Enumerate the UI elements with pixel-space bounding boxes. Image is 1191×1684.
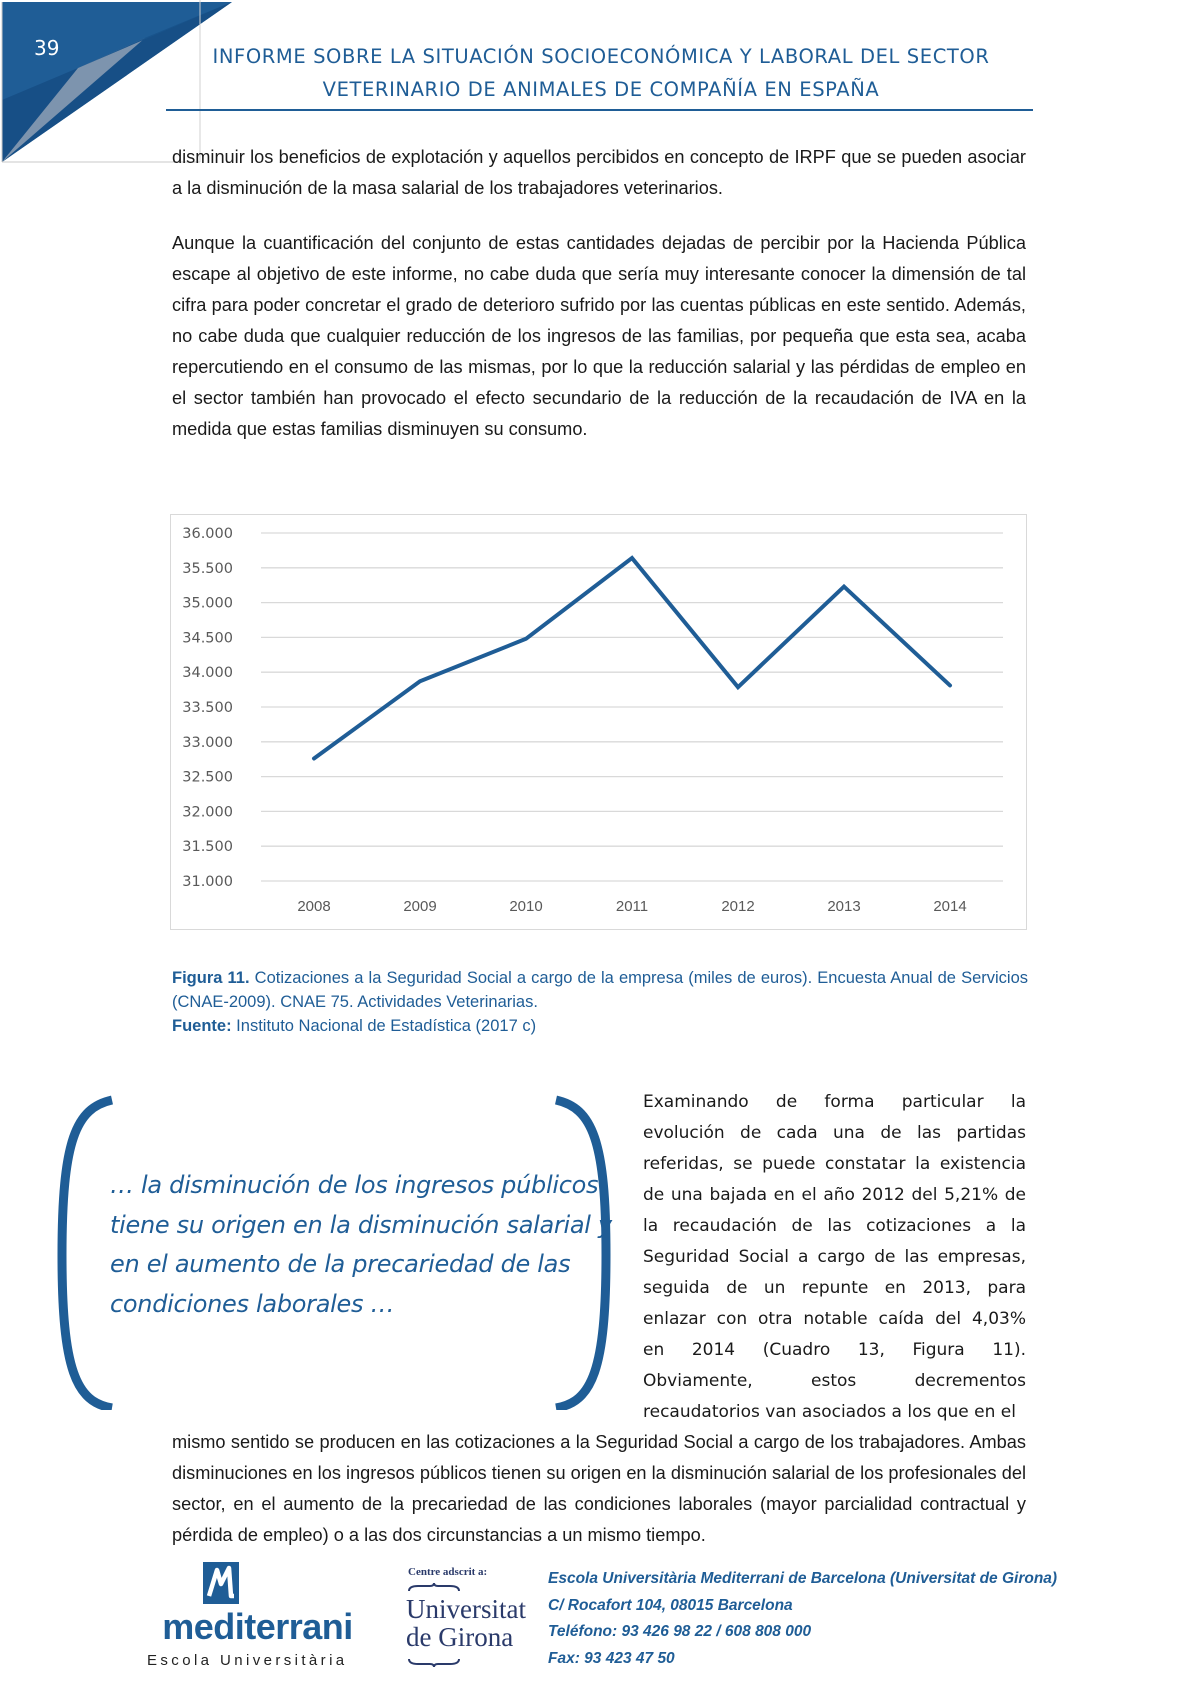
- pull-quote: [54, 1090, 634, 1410]
- x-tick-label: 2013: [827, 898, 861, 915]
- y-tick-label: 34.500: [182, 630, 233, 647]
- side-line: Examinando de forma particular la: [643, 1092, 1026, 1112]
- udg-line1: Universitat: [406, 1594, 526, 1624]
- top-brace-icon: [408, 1582, 460, 1592]
- side-line: en 2014 (Cuadro 13, Figura 11).: [643, 1340, 1026, 1360]
- header-rule: [166, 109, 1033, 111]
- source-text: Instituto Nacional de Estadística (2017 c): [231, 1017, 537, 1035]
- footer-contact: [548, 1566, 1057, 1672]
- m-logo-icon: [203, 1562, 239, 1604]
- mediterrani-logo: [145, 1562, 370, 1682]
- x-tick-label: 2010: [509, 898, 543, 915]
- y-tick-label: 36.000: [182, 526, 233, 542]
- side-line: la recaudación de las cotizaciones a la: [643, 1216, 1026, 1236]
- side-line: de una bajada en el año 2012 del 5,21% de: [643, 1185, 1026, 1205]
- page-header: [166, 40, 1036, 106]
- y-tick-label: 32.500: [182, 769, 233, 786]
- paragraph-2-text: Aunque la cuantificación del conjunto de estas cantidades dejadas de percibir por la Hacienda Pública escape al objetivo de este informe, no cabe duda que sería muy interesante conocer la dimensión de tal cifra para poder concretar el grado de deterioro sufrido por las cuentas públicas en este sentido. Además, no cabe duda que cualquier reducción de los ingresos de las familias, por pequeña que esta sea, acaba repercutiendo en el consumo de las mismas, por lo que la reducción salarial y las pérdidas de empleo en el sector también han provocado el efecto secundario de la reducción de la recaudación de IVA en la medida que estas familias disminuyen su consumo.: [172, 233, 1026, 439]
- pull-quote-text: … la disminución de los ingresos públicos tiene su origen en la disminución salarial y en el aumento de la precariedad de las condiciones laborales …: [110, 1171, 612, 1318]
- y-tick-label: 35.000: [182, 595, 233, 612]
- adscrit-label: Centre adscrit a:: [408, 1566, 488, 1578]
- header-title-line1: INFORME SOBRE LA SITUACIÓN SOCIOECONÓMICA Y LABORAL DEL SECTOR: [212, 45, 990, 68]
- y-tick-label: 32.000: [182, 804, 233, 821]
- contact-line: Escola Universitària Mediterrani de Barcelona (Universitat de Girona): [548, 1570, 1058, 1587]
- logo-wordmark: mediterrani: [162, 1606, 353, 1647]
- series-line: [314, 558, 950, 758]
- y-tick-label: 33.000: [182, 734, 233, 751]
- x-tick-label: 2008: [297, 898, 331, 915]
- side-line: evolución de cada una de las partidas: [643, 1123, 1026, 1143]
- side-line: Obviamente, estos decrementos: [643, 1371, 1026, 1391]
- x-tick-label: 2009: [403, 898, 437, 915]
- y-tick-label: 31.000: [182, 874, 233, 890]
- y-tick-label: 33.500: [182, 700, 233, 716]
- paragraph-2: [172, 228, 1026, 445]
- udg-logo: [400, 1562, 530, 1682]
- side-line: enlazar con otra notable caída del 4,03%: [643, 1309, 1026, 1329]
- paragraph-4: [172, 1427, 1026, 1551]
- figure-label: Figura 11.: [172, 969, 250, 987]
- contact-line: C/ Rocafort 104, 08015 Barcelona: [548, 1596, 793, 1614]
- page-number: 39: [34, 36, 60, 60]
- header-title-line2: VETERINARIO DE ANIMALES DE COMPAÑÍA EN ESPAÑA: [322, 78, 880, 101]
- paragraph-1: [172, 142, 1026, 204]
- side-line: referidas, se puede constatar la existencia: [643, 1154, 1026, 1174]
- contact-line: Fax: 93 423 47 50: [548, 1649, 675, 1667]
- paragraph-4-text: mismo sentido se producen en las cotizaciones a la Seguridad Social a cargo de los trabajadores. Ambas disminuciones en los ingresos públicos tienen su origen en la disminución salarial de los profesionales del sector, en el aumento de la precariedad de las condiciones laborales (mayor parcialidad contractual y pérdida de empleo) o a las dos circunstancias a un mismo tiempo.: [172, 1432, 1026, 1545]
- y-tick-label: 31.500: [182, 839, 233, 856]
- side-line: Seguridad Social a cargo de las empresas,: [643, 1247, 1026, 1267]
- x-tick-label: 2011: [615, 898, 649, 915]
- line-chart: [170, 514, 1027, 930]
- logo-subtitle: Escola Universitària: [147, 1652, 348, 1669]
- x-tick-label: 2014: [933, 898, 967, 915]
- contact-line: Teléfono: 93 426 98 22 / 608 808 000: [548, 1623, 812, 1640]
- figure-text: Cotizaciones a la Seguridad Social a cargo de la empresa (miles de euros). Encuesta Anual de Servicios (CNAE-2009). CNAE 75. Actividades Veterinarias.: [172, 969, 1029, 1011]
- figure-caption: [172, 966, 1028, 1038]
- chart-canvas: [171, 515, 1026, 929]
- left-bracket-icon: [62, 1100, 112, 1408]
- side-paragraph: [643, 1087, 1026, 1428]
- x-tick-label: 2012: [721, 898, 755, 915]
- bottom-brace-icon: [408, 1658, 460, 1668]
- side-line: recaudatorios van asociados a los que en el: [643, 1402, 1016, 1422]
- paragraph-1-text: disminuir los beneficios de explotación y aquellos percibidos en concepto de IRPF que se pueden asociar a la disminución de la masa salarial de los trabajadores veterinarios.: [172, 147, 1026, 198]
- udg-line2: de Girona: [406, 1622, 514, 1652]
- y-tick-label: 35.500: [182, 560, 233, 577]
- side-line: seguida de un repunte en 2013, para: [643, 1278, 1026, 1298]
- source-label: Fuente:: [172, 1017, 232, 1035]
- y-tick-label: 34.000: [182, 665, 233, 682]
